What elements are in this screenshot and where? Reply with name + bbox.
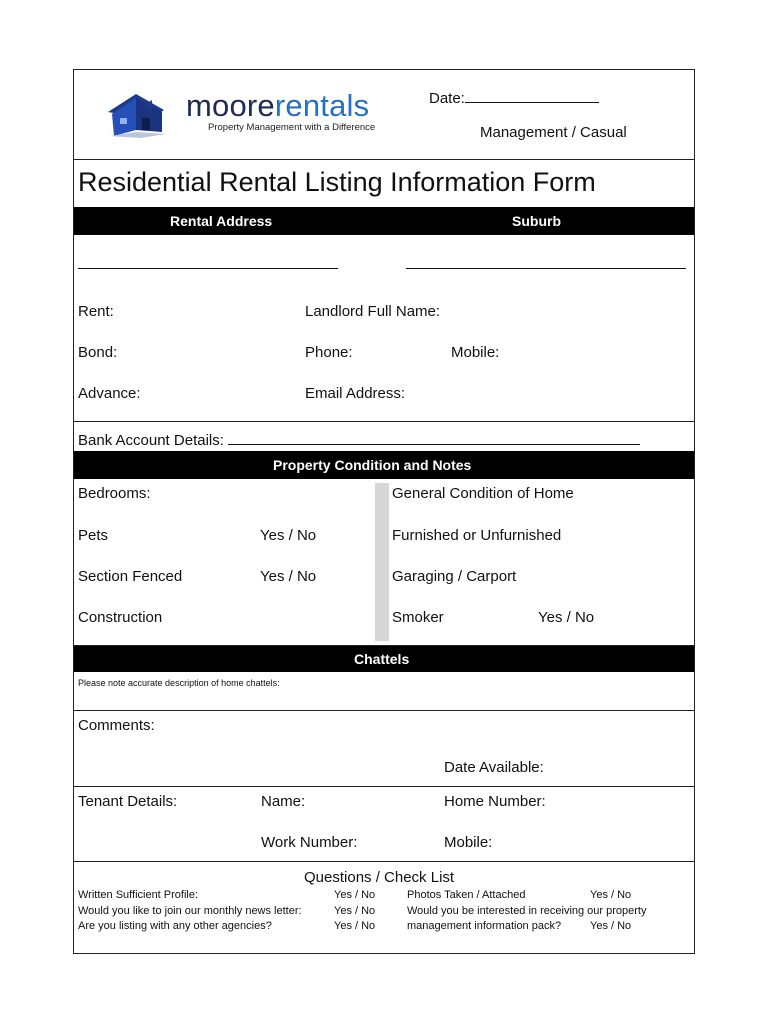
address-header-bar (74, 207, 694, 235)
chattels-bar (74, 646, 694, 672)
chattels-note[interactable]: Please note accurate description of home chattels: (78, 678, 280, 688)
suburb-field[interactable] (406, 254, 686, 269)
comments-label: Comments: (78, 717, 155, 734)
logo-tagline: Property Management with a Difference (208, 122, 376, 133)
management-type-label[interactable]: Management / Casual (480, 124, 627, 141)
garaging-label: Garaging / Carport (392, 568, 517, 585)
pets-yes-no[interactable]: Yes / No (260, 527, 317, 544)
home-number-label: Home Number: (444, 793, 546, 810)
smoker-label: Smoker (392, 609, 444, 626)
bedrooms-label: Bedrooms: (78, 485, 151, 502)
divider (74, 421, 694, 422)
section-fenced-yes-no[interactable]: Yes / No (260, 568, 317, 585)
section-fenced-label: Section Fenced (78, 568, 183, 585)
advance-label: Advance: (78, 385, 141, 402)
construction-label: Construction (78, 609, 163, 626)
tenant-name-label: Name: (261, 793, 306, 810)
listing-form (73, 69, 695, 954)
tenant-details-label: Tenant Details: (78, 793, 178, 810)
divider (74, 710, 694, 711)
phone-label: Phone: (305, 344, 353, 361)
divider (74, 861, 694, 862)
tenant-mobile-label: Mobile: (444, 834, 493, 851)
property-condition-heading: Property Condition and Notes (273, 457, 472, 473)
date-available-label: Date Available: (444, 759, 544, 776)
divider (74, 159, 694, 160)
other-agencies-yes-no[interactable]: Yes / No (334, 920, 376, 932)
divider (74, 786, 694, 787)
logo-wordmark: moorerentals (186, 88, 370, 123)
info-pack-yes-no[interactable]: Yes / No (590, 920, 632, 932)
chattels-heading: Chattels (354, 651, 410, 667)
suburb-heading: Suburb (512, 213, 561, 229)
page-title: Residential Rental Listing Information Form (78, 167, 596, 197)
landlord-name-label: Landlord Full Name: (305, 303, 441, 320)
mobile-label: Mobile: (451, 344, 500, 361)
house-logo-icon (106, 90, 178, 140)
checklist-heading: Questions / Check List (304, 869, 455, 886)
question-newsletter: Would you like to join our monthly news letter: (78, 905, 302, 917)
newsletter-yes-no[interactable]: Yes / No (334, 905, 376, 917)
rental-address-heading: Rental Address (170, 213, 273, 229)
rent-label: Rent: (78, 303, 114, 320)
question-photos: Photos Taken / Attached (407, 889, 526, 901)
rental-address-field[interactable] (78, 254, 338, 269)
work-number-label: Work Number: (261, 834, 358, 851)
furnished-label: Furnished or Unfurnished (392, 527, 562, 544)
written-profile-yes-no[interactable]: Yes / No (334, 889, 376, 901)
email-label: Email Address: (305, 385, 406, 402)
question-info-pack-line2: management information pack? (407, 920, 562, 932)
column-divider (375, 483, 389, 641)
question-info-pack-line1: Would you be interested in receiving our property (407, 905, 647, 917)
date-field[interactable]: Date: (429, 88, 599, 107)
pets-label: Pets (78, 527, 109, 544)
property-condition-bar (74, 451, 694, 479)
bond-label: Bond: (78, 344, 118, 361)
general-condition-label: General Condition of Home (392, 485, 574, 502)
bank-account-field[interactable]: Bank Account Details: (78, 430, 640, 449)
photos-yes-no[interactable]: Yes / No (590, 889, 632, 901)
question-other-agencies: Are you listing with any other agencies? (78, 920, 272, 932)
question-written-profile: Written Sufficient Profile: (78, 889, 199, 901)
smoker-yes-no[interactable]: Yes / No (538, 609, 595, 626)
